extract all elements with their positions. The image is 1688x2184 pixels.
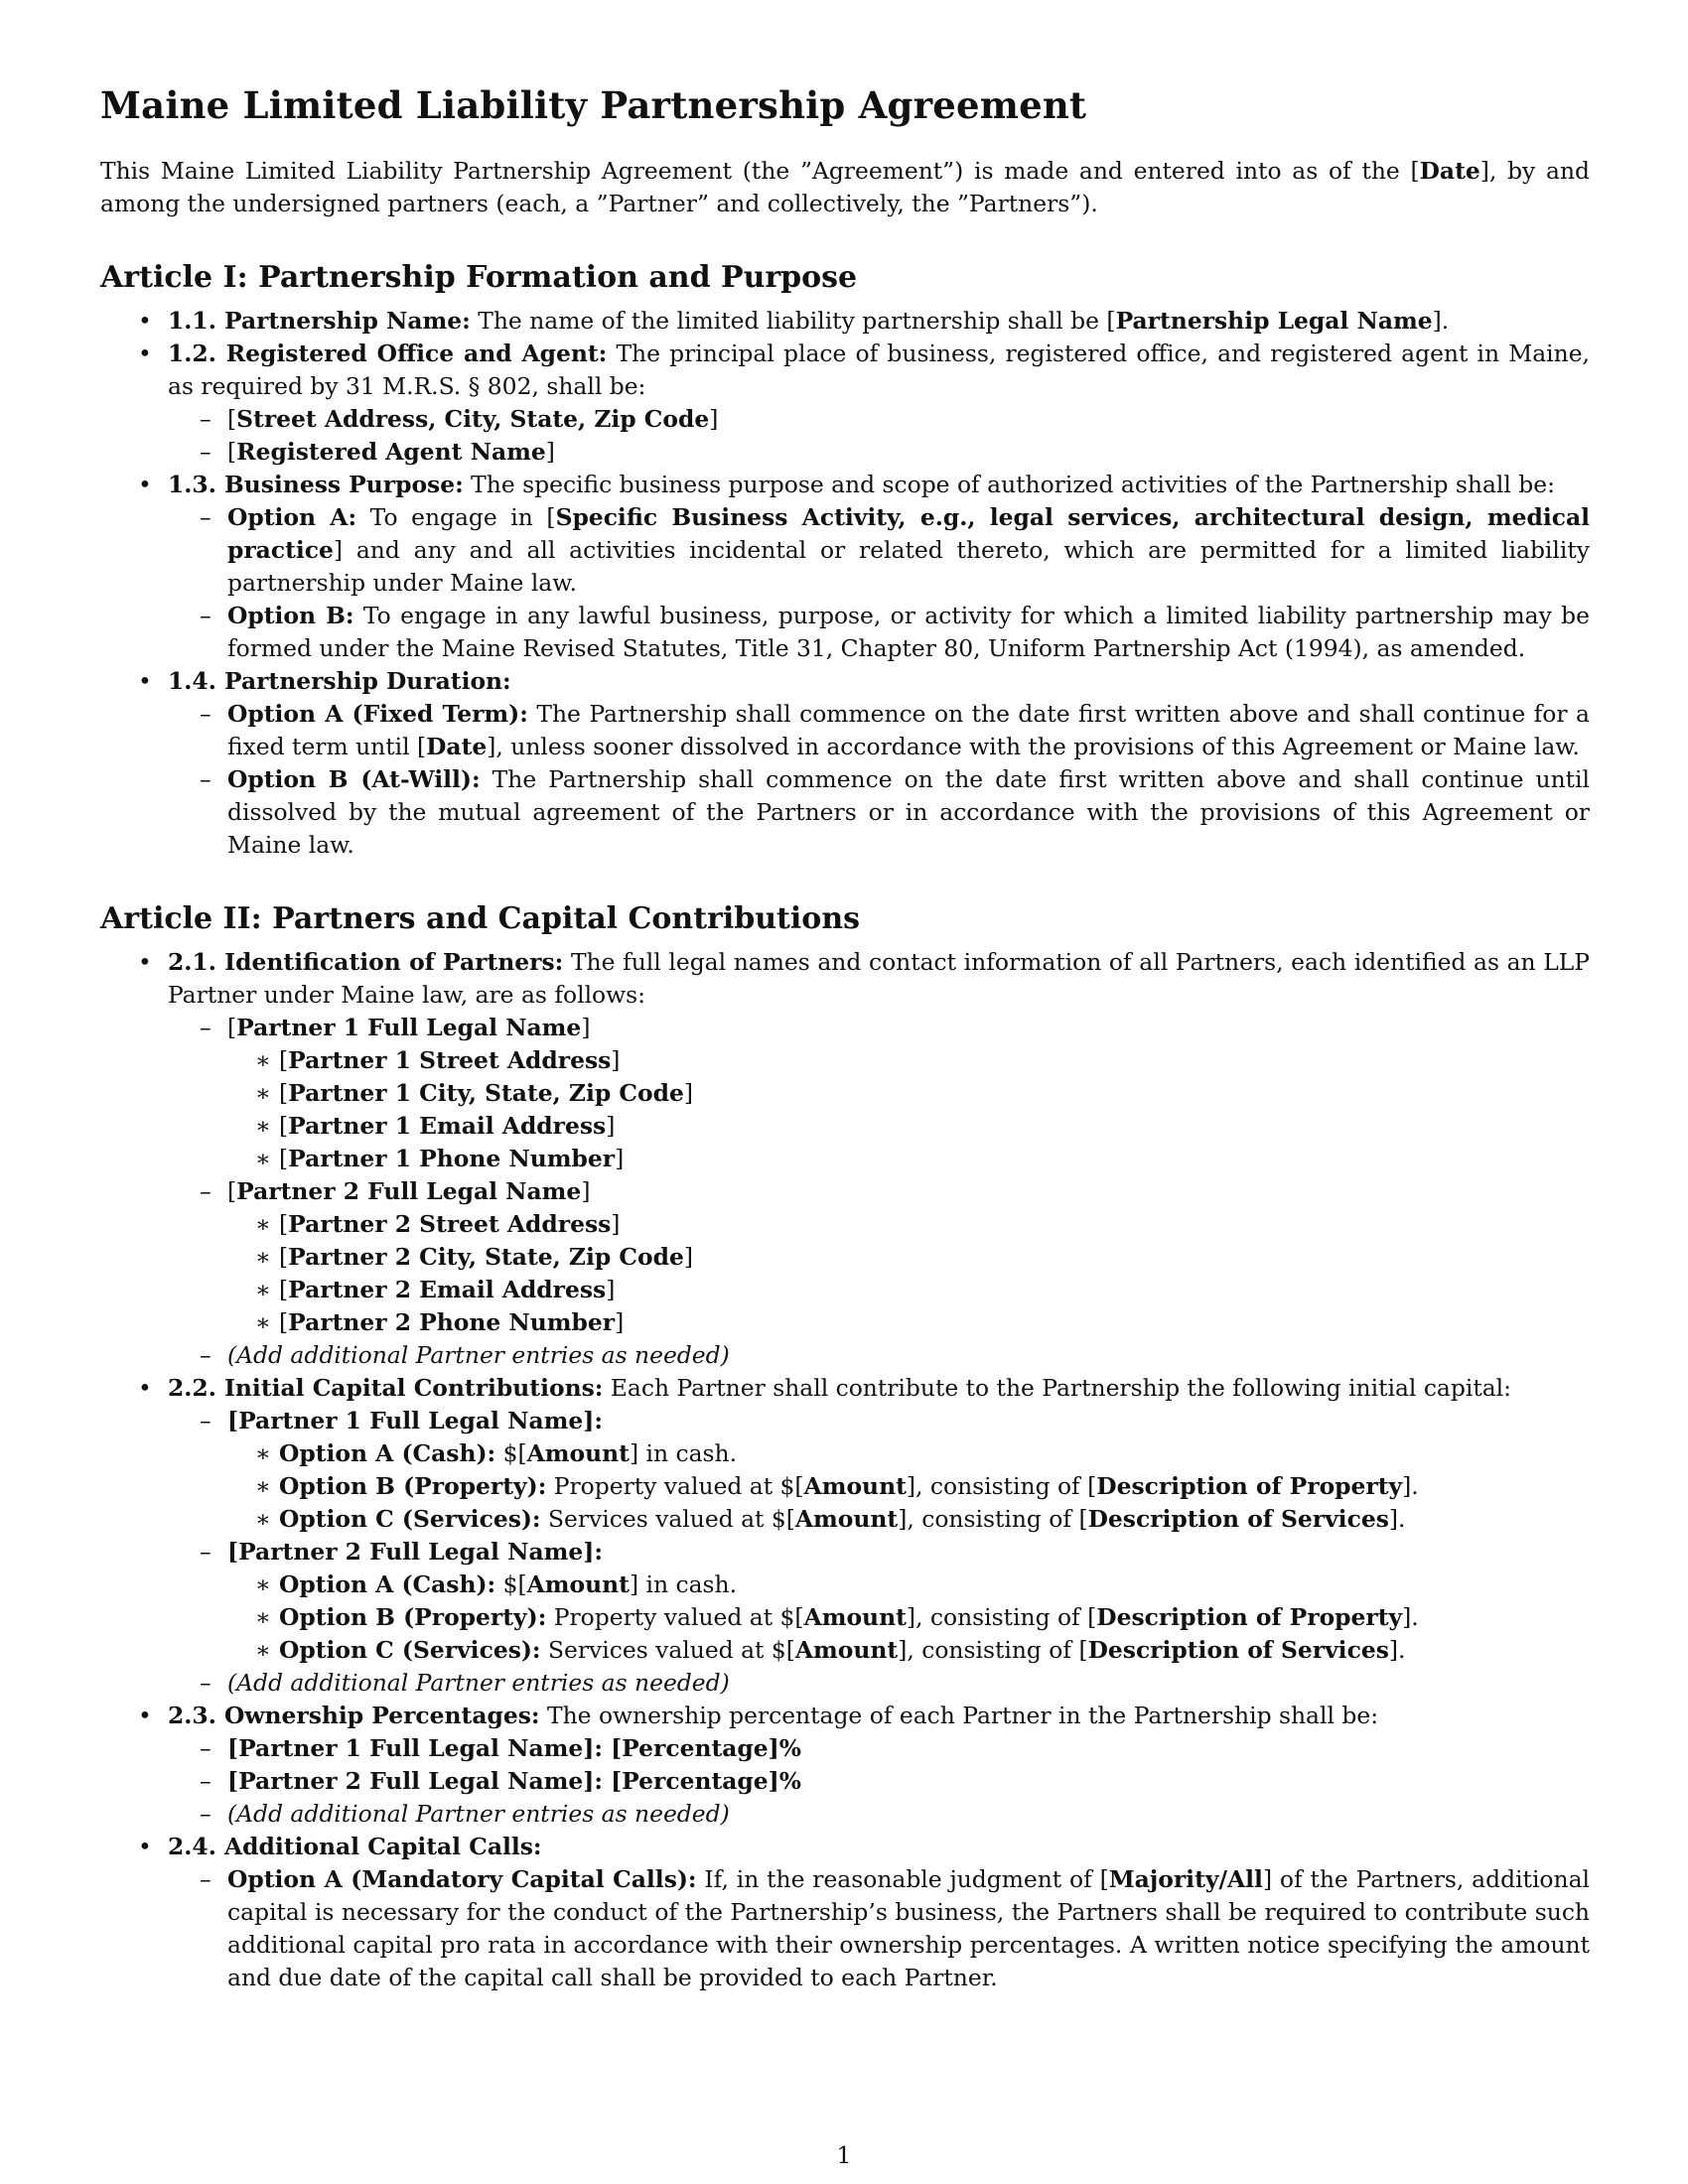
list-item: ∗ Option B (Property): Property valued at $[Amount], consisting of [Description of Property].	[249, 1601, 1590, 1634]
list-item: – [Partner 2 Full Legal Name] ∗ [Partner 2 Street Address] ∗ [Partner 2 City, State, Zip Code] ∗ [Partner 2 Email Address] ∗ [Partner 2 Phone Number]	[200, 1175, 1590, 1339]
section-1-3: • 1.3. Business Purpose: The specific business purpose and scope of authorized activities of the Partnership shall be: – Option A: To engage in [Specific Business Activity, e.g., legal services, architectural design, medical practice] and any and all activities incidental or related thereto, which are permitted for a limited liability partnership under Maine law. – Option B: To engage in any lawful business, purpose, or activity for which a limited liability partnership may be formed under the Maine Revised Statutes, Title 31, Chapter 80, Uniform Partnership Act (1994), as amended.	[100, 469, 1590, 665]
list-item: – Option A (Mandatory Capital Calls): If, in the reasonable judgment of [Majority/All] of the Partners, additional capital is necessary for the conduct of the Partnership’s business, the Partners shall be required to contribute such additional capital pro rata in accordance with their ownership percentages. A written notice specifying the amount and due date of the capital call shall be provided to each Partner.	[200, 1863, 1590, 1994]
list-item: – [Partner 1 Full Legal Name] ∗ [Partner 1 Street Address] ∗ [Partner 1 City, State, Zip Code] ∗ [Partner 1 Email Address] ∗ [Partner 1 Phone Number]	[200, 1012, 1590, 1175]
section-2-3: • 2.3. Ownership Percentages: The ownership percentage of each Partner in the Partnership shall be: – [Partner 1 Full Legal Name]: [Percentage]% – [Partner 2 Full Legal Name]: [Percentage]% – (Add additional Partner entries as needed)	[100, 1700, 1590, 1831]
list-item: ∗ Option C (Services): Services valued at $[Amount], consisting of [Description of Services].	[249, 1634, 1590, 1667]
page-number: 1	[836, 2141, 852, 2169]
document-title: Maine Limited Liability Partnership Agreement	[100, 83, 1087, 127]
list-item: ∗ [Partner 2 Street Address]	[249, 1208, 1590, 1241]
article-2-heading: Article II: Partners and Capital Contributions	[100, 901, 861, 936]
list-item: – Option A: To engage in [Specific Business Activity, e.g., legal services, architectural design, medical practice] and any and all activities incidental or related thereto, which are permitted for a limited liability partnership under Maine law.	[200, 501, 1590, 600]
section-2-1: • 2.1. Identification of Partners: The full legal names and contact information of all Partners, each identified as an LLP Partner under Maine law, are as follows: – [Partner 1 Full Legal Name] ∗ [Partner 1 Street Address] ∗ [Partner 1 City, State, Zip Code] ∗ [Partner 1 Email Address] ∗ [Partner 1 Phone Number] – [Partner 2 Full Legal Name] ∗ [Partner 2 Street Address] ∗ [Partner 2 City, State, Zip Code] ∗ [Partner 2 Email Address] ∗ [Partner 2 Phone Number] – (Add additional Partner entries as needed)	[100, 946, 1590, 1372]
section-1-4: • 1.4. Partnership Duration: – Option A (Fixed Term): The Partnership shall commence on the date first written above and shall continue for a fixed term until [Date], unless sooner dissolved in accordance with the provisions of this Agreement or Maine law. – Option B (At-Will): The Partnership shall commence on the date first written above and shall continue until dissolved by the mutual agreement of the Partners or in accordance with the provisions of this Agreement or Maine law.	[100, 665, 1590, 862]
list-item: – [Partner 2 Full Legal Name]: [Percentage]%	[200, 1765, 1590, 1798]
list-item: ∗ [Partner 2 Email Address]	[249, 1274, 1590, 1306]
list-item: ∗ Option C (Services): Services valued at $[Amount], consisting of [Description of Services].	[249, 1503, 1590, 1536]
list-item: ∗ [Partner 1 Street Address]	[249, 1044, 1590, 1077]
list-item: – Option B (At-Will): The Partnership shall commence on the date first written above and shall continue until dissolved by the mutual agreement of the Partners or in accordance with the provisions of this Agreement or Maine law.	[200, 763, 1590, 862]
section-2-2: • 2.2. Initial Capital Contributions: Each Partner shall contribute to the Partnership the following initial capital: – [Partner 1 Full Legal Name]: ∗ Option A (Cash): $[Amount] in cash. ∗ Option B (Property): Property valued at $[Amount], consisting of [Description of Property]. ∗ Option C (Services): Services valued at $[Amount], consisting of [Description of Services]. – [Partner 2 Full Legal Name]: ∗ Option A (Cash): $[Amount] in cash. ∗ Option B (Property): Property valued at $[Amount], consisting of [Description of Property]. ∗ Option C (Services): Services valued at $[Amount], consisting of [Description of Services]. – (Add additional Partner entries as needed)	[100, 1372, 1590, 1700]
list-item: – (Add additional Partner entries as needed)	[200, 1667, 1590, 1700]
section-2-4: • 2.4. Additional Capital Calls: – Option A (Mandatory Capital Calls): If, in the reasonable judgment of [Majority/All] of the Partners, additional capital is necessary for the conduct of the Partnership’s business, the Partners shall be required to contribute such additional capital pro rata in accordance with their ownership percentages. A written notice specifying the amount and due date of the capital call shall be provided to each Partner.	[100, 1831, 1590, 1994]
list-item: – [Partner 1 Full Legal Name]: ∗ Option A (Cash): $[Amount] in cash. ∗ Option B (Property): Property valued at $[Amount], consisting of [Description of Property]. ∗ Option C (Services): Services valued at $[Amount], consisting of [Description of Services].	[200, 1405, 1590, 1536]
list-item: ∗ [Partner 1 Email Address]	[249, 1110, 1590, 1143]
list-item: – (Add additional Partner entries as needed)	[200, 1339, 1590, 1372]
list-item: – Option B: To engage in any lawful business, purpose, or activity for which a limited liability partnership may be formed under the Maine Revised Statutes, Title 31, Chapter 80, Uniform Partnership Act (1994), as amended.	[200, 600, 1590, 665]
article-1-heading: Article I: Partnership Formation and Purpose	[100, 260, 858, 295]
list-item: ∗ Option B (Property): Property valued at $[Amount], consisting of [Description of Property].	[249, 1470, 1590, 1503]
list-item: – [Partner 1 Full Legal Name]: [Percentage]%	[200, 1732, 1590, 1765]
intro-paragraph: This Maine Limited Liability Partnership Agreement (the ”Agreement”) is made and entered into as of the [Date], by and among the undersigned partners (each, a ”Partner” and collectively, the ”Partners”).	[100, 157, 1590, 217]
list-item: – Option A (Fixed Term): The Partnership shall commence on the date first written above and shall continue for a fixed term until [Date], unless sooner dissolved in accordance with the provisions of this Agreement or Maine law.	[200, 698, 1590, 763]
list-item: ∗ [Partner 2 City, State, Zip Code]	[249, 1241, 1590, 1274]
article-2-list	[100, 946, 1590, 1994]
article-1-list	[100, 305, 1590, 862]
list-item: ∗ [Partner 2 Phone Number]	[249, 1306, 1590, 1339]
section-1-2: • 1.2. Registered Office and Agent: The principal place of business, registered office, and registered agent in Maine, as required by 31 M.R.S. § 802, shall be: – [Street Address, City, State, Zip Code] – [Registered Agent Name]	[100, 338, 1590, 469]
section-1-1: • 1.1. Partnership Name: The name of the limited liability partnership shall be [Partnership Legal Name].	[100, 305, 1590, 338]
list-item: ∗ [Partner 1 Phone Number]	[249, 1143, 1590, 1175]
list-item: – [Registered Agent Name]	[200, 436, 1590, 469]
list-item: – [Street Address, City, State, Zip Code]	[200, 403, 1590, 436]
document-page	[100, 83, 1590, 1994]
list-item: – [Partner 2 Full Legal Name]: ∗ Option A (Cash): $[Amount] in cash. ∗ Option B (Property): Property valued at $[Amount], consisting of [Description of Property]. ∗ Option C (Services): Services valued at $[Amount], consisting of [Description of Services].	[200, 1536, 1590, 1667]
list-item: ∗ Option A (Cash): $[Amount] in cash.	[249, 1437, 1590, 1470]
list-item: – (Add additional Partner entries as needed)	[200, 1798, 1590, 1831]
list-item: ∗ [Partner 1 City, State, Zip Code]	[249, 1077, 1590, 1110]
list-item: ∗ Option A (Cash): $[Amount] in cash.	[249, 1569, 1590, 1601]
